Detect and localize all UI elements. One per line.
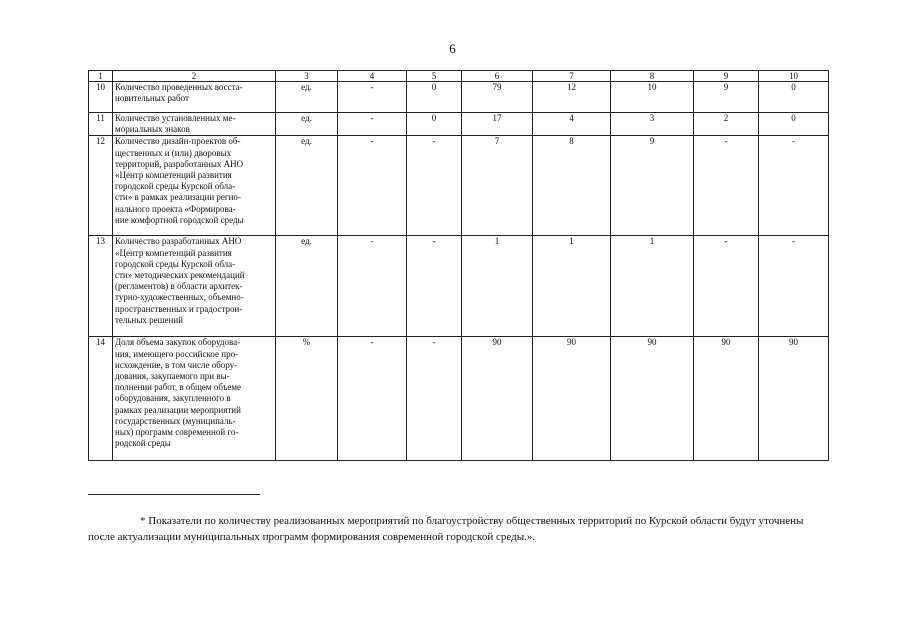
value-cell: -: [338, 82, 407, 113]
indicator-name-cell: Доля объема закупок оборудова- ния, имеющего российское про- исхождение, в том числе обору- дования, закупаемого при вы- полнении работ, в общем объеме оборудования, закупленного в рамках реализации мероприятий государственных (муниципаль- ных) программ современной го- родской среды: [113, 337, 276, 461]
value-cell: 4: [533, 113, 611, 136]
value-cell: 0: [407, 113, 462, 136]
value-cell: -: [759, 236, 829, 337]
value-cell: -: [407, 337, 462, 461]
value-cell: -: [407, 136, 462, 236]
value-cell: 90: [462, 337, 533, 461]
column-header: 10: [759, 71, 829, 82]
value-cell: 2: [694, 113, 759, 136]
value-cell: 90: [694, 337, 759, 461]
value-cell: 9: [611, 136, 694, 236]
page-number: 6: [449, 41, 456, 56]
row-number-cell: 12: [89, 136, 113, 236]
footnote-text: * Показатели по количеству реализованных мероприятий по благоустройству общественных территорий по Курской области будут уточнены после актуализации муниципальных программ формирования современной городской среды.».: [88, 515, 804, 543]
value-cell: 8: [533, 136, 611, 236]
value-cell: 0: [759, 113, 829, 136]
unit-cell: ед.: [276, 136, 338, 236]
indicator-name-cell: Количество проведенных восста- новительных работ: [113, 82, 276, 113]
column-header: 1: [89, 71, 113, 82]
value-cell: -: [338, 236, 407, 337]
table-row: [89, 136, 829, 236]
row-number-cell: 14: [89, 337, 113, 461]
unit-cell: %: [276, 337, 338, 461]
table-row: [89, 113, 829, 136]
value-cell: 1: [462, 236, 533, 337]
table-row: [89, 82, 829, 113]
column-header: 7: [533, 71, 611, 82]
value-cell: 3: [611, 113, 694, 136]
row-number-cell: 10: [89, 82, 113, 113]
column-header: 3: [276, 71, 338, 82]
indicator-name-cell: Количество установленных ме- мориальных знаков: [113, 113, 276, 136]
indicator-name-cell: Количество дизайн-проектов об- щественных и (или) дворовых территорий, разработанных АНО «Центр компетенций развития городской среды Курской обла- сти» в рамках реализации регио- нального проекта «Формирова- ние комфортной городской среды: [113, 136, 276, 236]
row-number-cell: 11: [89, 113, 113, 136]
table-row: [89, 236, 829, 337]
value-cell: 17: [462, 113, 533, 136]
column-header: 5: [407, 71, 462, 82]
unit-cell: ед.: [276, 113, 338, 136]
value-cell: 10: [611, 82, 694, 113]
table-header-row: [89, 71, 829, 82]
unit-cell: ед.: [276, 236, 338, 337]
value-cell: 9: [694, 82, 759, 113]
footnote-divider: [88, 494, 260, 495]
row-number-cell: 13: [89, 236, 113, 337]
value-cell: 1: [533, 236, 611, 337]
value-cell: 79: [462, 82, 533, 113]
indicators-table: [88, 70, 829, 461]
value-cell: 1: [611, 236, 694, 337]
value-cell: 0: [407, 82, 462, 113]
column-header: 6: [462, 71, 533, 82]
value-cell: -: [407, 236, 462, 337]
column-header: 2: [113, 71, 276, 82]
value-cell: -: [338, 113, 407, 136]
value-cell: 7: [462, 136, 533, 236]
column-header: 4: [338, 71, 407, 82]
value-cell: 12: [533, 82, 611, 113]
value-cell: -: [338, 136, 407, 236]
value-cell: 90: [759, 337, 829, 461]
value-cell: -: [759, 136, 829, 236]
value-cell: -: [694, 236, 759, 337]
indicator-name-cell: Количество разработанных АНО «Центр компетенций развития городской среды Курской обла- сти» методических рекомендаций (регламентов) в области архитек- турно-художественных, объемно- пространственных и градострои- тельных решений: [113, 236, 276, 337]
value-cell: -: [338, 337, 407, 461]
value-cell: -: [694, 136, 759, 236]
table-body: [89, 82, 829, 461]
unit-cell: ед.: [276, 82, 338, 113]
table-row: [89, 337, 829, 461]
column-header: 8: [611, 71, 694, 82]
value-cell: 0: [759, 82, 829, 113]
column-header: 9: [694, 71, 759, 82]
value-cell: 90: [611, 337, 694, 461]
value-cell: 90: [533, 337, 611, 461]
